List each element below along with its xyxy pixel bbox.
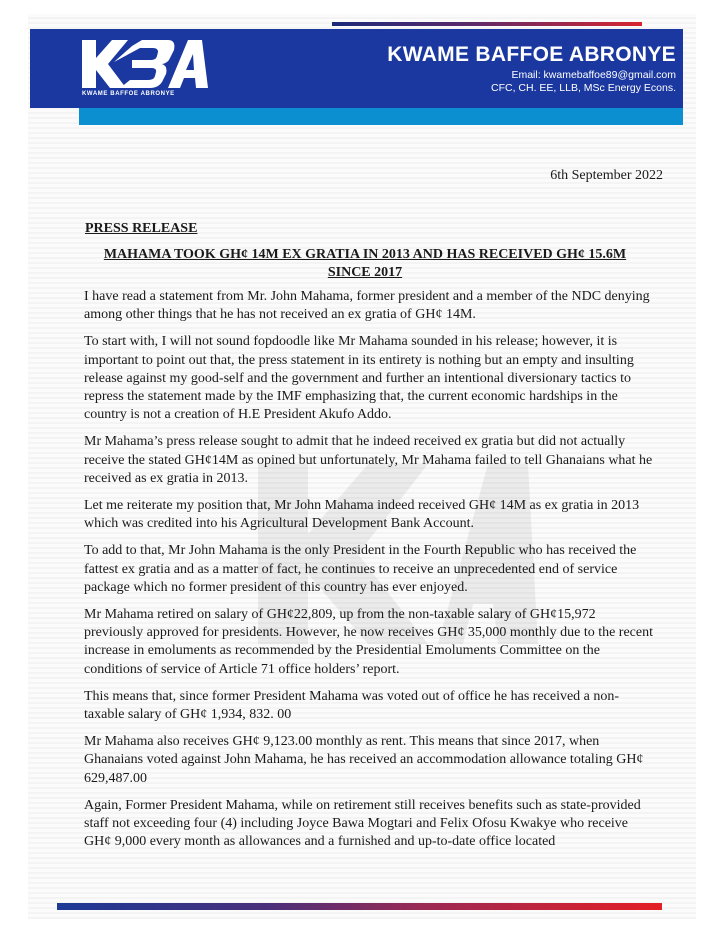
author-name: KWAME BAFFOE ABRONYE bbox=[387, 43, 676, 66]
paragraph: To add to that, Mr John Mahama is the only President in the Fourth Republic who has received the fattest ex gratia and as a matter of fact, he continues to receive an unprecedented end of service package which no former president of this country has ever enjoyed. bbox=[84, 543, 637, 595]
paragraph: Mr Mahama retired on salary of GH¢22,809, up from the non-taxable salary of GH¢15,972 previously approved for presidents. However, he now receives GH¢ 35,000 monthly due to the recent increase in emoluments as recommended by the Presidential Emoluments Committee on the conditions of service of Article 71 office holders’ report. bbox=[84, 607, 654, 677]
headline-line-2: SINCE 2017 bbox=[327, 265, 403, 280]
document-date: 6th September 2022 bbox=[550, 168, 663, 183]
kba-logo-icon bbox=[50, 38, 210, 98]
paragraph: I have read a statement from Mr. John Mahama, former president and a member of the NDC denying among other things that he has not received an ex gratia of GH¢ 14M. bbox=[84, 289, 650, 323]
body-text bbox=[84, 288, 654, 860]
paragraph: Mr Mahama’s press release sought to admit that he indeed received ex gratia but did not actually receive the stated GH¢14M as opined but unfortunately, Mr Mahama failed to tell Ghanaians what he received as ex gratia in 2013. bbox=[84, 434, 653, 486]
credentials-line: CFC, CH. EE, LLB, MSc Energy Econs. bbox=[491, 81, 676, 94]
press-release-label: PRESS RELEASE bbox=[85, 221, 198, 236]
logo-caption: KWAME BAFFOE ABRONYE bbox=[82, 91, 175, 97]
footer-accent-line bbox=[57, 903, 662, 910]
headline-line-1: MAHAMA TOOK GH¢ 14M EX GRATIA IN 2013 AND HAS RECEIVED GH¢ 15.6M bbox=[103, 247, 627, 262]
paragraph: To start with, I will not sound fopdoodle like Mr Mahama sounded in his release; however, it is important to point out that, the press statement in its entirety is nothing but an empty and insulting release against my good-self and the government and further an intentional diversionary tactics to repress the statement made by the IMF emphasizing that, the current economic hardships in the country is not a creation of H.E President Akufo Addo. bbox=[84, 334, 634, 423]
paragraph: This means that, since former President Mahama was voted out of office he has received a non-taxable salary of GH¢ 1,934, 832. 00 bbox=[84, 688, 620, 723]
letterhead-strip bbox=[79, 108, 683, 125]
header-accent-line bbox=[332, 22, 642, 26]
email-line: Email: kwamebaffoe89@gmail.com bbox=[511, 69, 676, 81]
contact-block bbox=[491, 69, 676, 94]
paragraph: Let me reiterate my position that, Mr John Mahama indeed received GH¢ 14M as ex gratia in 2013 which was credited into his Agricultural Development Bank Account. bbox=[84, 498, 640, 532]
headline bbox=[85, 246, 645, 282]
paragraph: Again, Former President Mahama, while on retirement still receives benefits such as state-provided staff not exceeding four (4) including Joyce Bawa Mogtari and Felix Ofosu Kwakye who receive GH¢ 9,000 every month as allowances and a furnished and up-to-date office located bbox=[84, 797, 641, 850]
paragraph: Mr Mahama also receives GH¢ 9,123.00 monthly as rent. This means that since 2017, when Ghanaians voted against John Mahama, he has received an accommodation allowance totaling GH¢ 629,487.00 bbox=[84, 734, 644, 786]
